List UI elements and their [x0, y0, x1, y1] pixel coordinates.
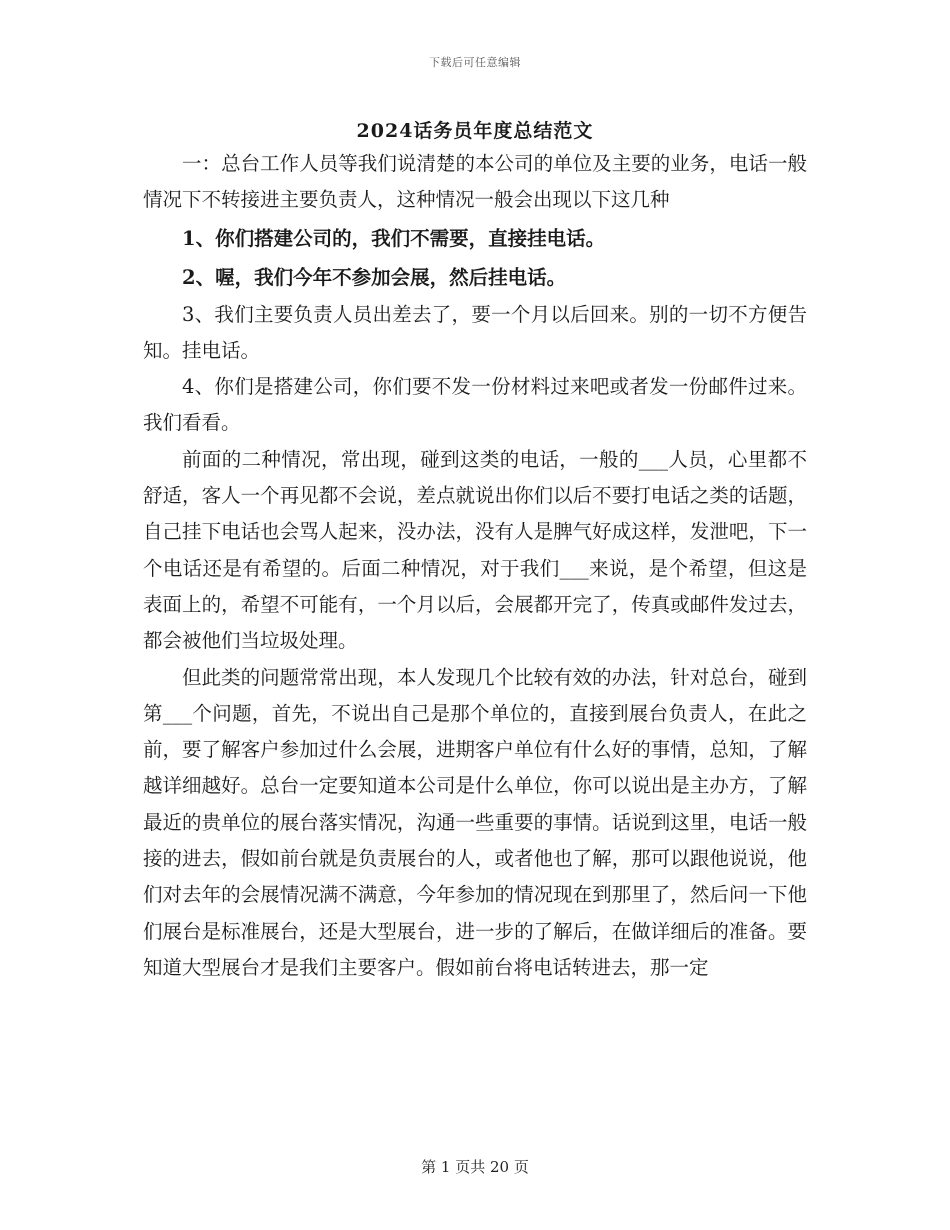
paragraph-item-1: 1、你们搭建公司的，我们不需要，直接挂电话。 — [182, 226, 606, 250]
document-title: 2024话务员年度总结范文 — [356, 120, 594, 142]
page-footer: 第 1 页共 20 页 — [421, 1158, 529, 1176]
paragraph-intro: 一：总台工作人员等我们说清楚的本公司的单位及主要的业务，电话一般情况下不转接进主要负责人，这种情况一般会出现以下这几种 — [143, 152, 807, 212]
document-body — [143, 146, 807, 986]
paragraph-solution: 但此类的问题常常出现，本人发现几个比较有效的办法，针对总台，碰到第___个问题，首先，不说出自己是那个单位的，直接到展台负责人，在此之前，要了解客户参加过什么会展，进期客户单位有什么好的事情，总知，了解越详细越好。总台一定要知道本公司是什么单位，你可以说出是主办方，了解最近的贵单位的展台落实情况，沟通一些重要的事情。话说到这里，电话一般接的进去，假如前台就是负责展台的人，或者他也了解，那可以跟他说说，他们对去年的会展情况满不满意，今年参加的情况现在到那里了，然后问一下他们展台是标准展台，还是大型展台，进一步的了解后，在做详细后的准备。要知道大型展台才是我们主要客户。假如前台将电话转进去，那一定 — [143, 665, 807, 979]
header-note: 下载后可任意编辑 — [429, 56, 521, 69]
paragraph-item-2: 2、喔，我们今年不参加会展，然后挂电话。 — [182, 265, 567, 289]
paragraph-item-3: 3、我们主要负责人员出差去了，要一个月以后回来。别的一切不方便告知。挂电话。 — [143, 302, 807, 362]
paragraph-analysis: 前面的二种情况，常出现，碰到这类的电话，一般的___人员，心里都不舒适，客人一个再见都不会说，差点就说出你们以后不要打电话之类的话题，自己挂下电话也会骂人起来，没办法，没有人是脾气好成这样，发泄吧，下一个电话还是有希望的。后面二种情况，对于我们___来说，是个希望，但这是表面上的，希望不可能有，一个月以后，会展都开完了，传真或邮件发过去，都会被他们当垃圾处理。 — [143, 447, 807, 653]
paragraph-item-4: 4、你们是搭建公司，你们要不发一份材料过来吧或者发一份邮件过来。我们看看。 — [143, 375, 807, 435]
